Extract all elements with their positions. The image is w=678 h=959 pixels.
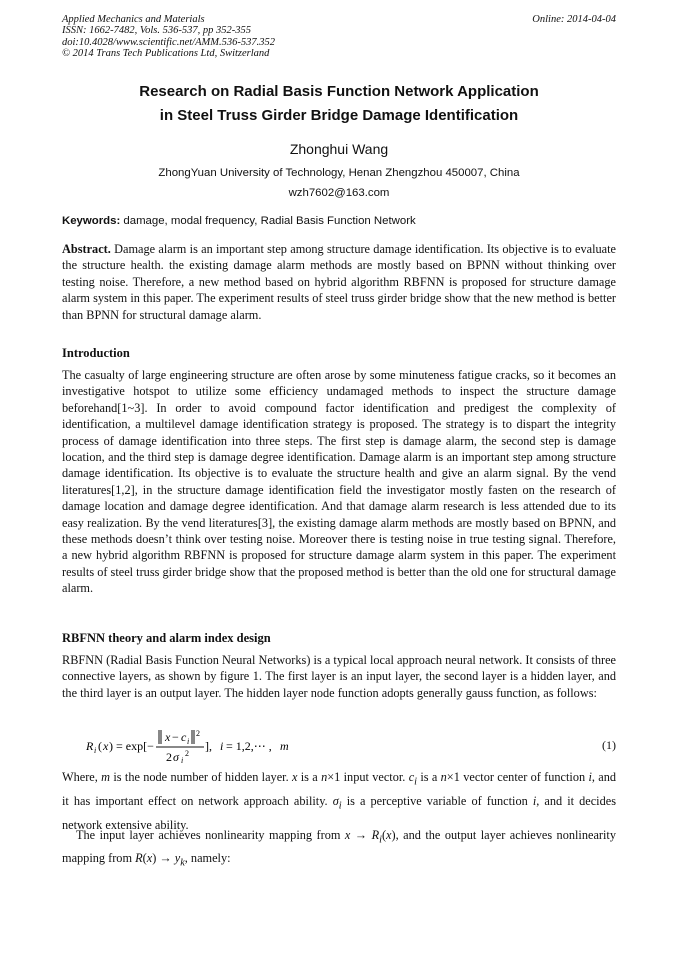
title-line-1: Research on Radial Basis Function Network Application (139, 83, 539, 100)
keywords (62, 213, 616, 229)
affiliation-block (62, 163, 616, 203)
rbfnn-heading: RBFNN theory and alarm index design (62, 631, 271, 645)
symbol-sigma-i: $\sigma_i$ (332, 793, 342, 812)
author-name: Zhonghui Wang (289, 141, 389, 157)
equation-number: (1) (602, 738, 616, 752)
svg-text:2: 2 (185, 749, 189, 758)
keywords-text: damage, modal frequency, Radial Basis Function Network (120, 215, 416, 227)
where-text-1: Where, (62, 770, 98, 784)
mapping-x-to-r: x (344, 828, 351, 842)
where-text-6: vector center of function (459, 770, 589, 784)
symbol-m: m (101, 770, 111, 784)
svg-text:i: i (220, 739, 224, 753)
introduction-paragraph: The casualty of large engineering structure are often arose by some minuteness fatigue cracks, so it becomes an investigative hotspot to utilize some efficiency undamaged methods to inspect the structure damage beforehand[1~3]. In order to avoid compound factor identification and predigest the complexity of identification, a multilevel damage identification strategy is proposed. The strategy is to dispart the integrity process of damage identification into three steps. The first step is damage alarm, the second step is damage location, and the third step is damage degree identification. Damage alarm is an important step among structure damage identification. Its objective is to evaluate the structure health and give an alarm signal. By the vend literatures[1,2], in the structure damage identification field the investigator mostly fasten on the research of damage location and damage degree identification. And that damage alarm research is less attended due to its easy realization. By the vend literatures[3], the existing damage alarm methods are mostly based on BPNN, and these methods doesn’t think over testing noise. Moreover there is testing noise in true testing signal. Therefore, a new hybrid algorithm RBFNN is proposed for structure damage alarm system in this paper. The experiment results of steel truss girder bridge show that the proposed method is better than the old one for structural damage alarm. (62, 368, 616, 596)
gauss-function-formula (86, 728, 326, 766)
svg-text:i: i (181, 756, 184, 765)
where-text-5: is a (417, 770, 441, 784)
symbol-n-by-1: n (321, 770, 328, 784)
title-line-2: in Steel Truss Girder Bridge Damage Identification (159, 107, 519, 124)
issn: ISSN: 1662-7482, Vols. 536-537, pp 352-355 (62, 25, 251, 37)
svg-text:x: x (165, 730, 171, 744)
rbfnn-paragraph: RBFNN (Radial Basis Function Neural Networks) is a typical local approach neural network. It consists of three connective layers, as shown by figure 1. The first layer is an input layer, the second layer is a hidden layer, and the third layer is an output layer. The hidden layer node function adopts generally gauss function, as follows: (62, 653, 616, 700)
svg-text:],: ], (205, 739, 212, 753)
symbol-i: i (588, 770, 592, 784)
symbol-x: x (291, 770, 298, 784)
svg-text:σ: σ (173, 750, 179, 764)
svg-text:i: i (187, 737, 190, 746)
paper-title (62, 80, 616, 128)
copyright: © 2014 Trans Tech Publications Ltd, Switzerland (62, 48, 270, 60)
equation-1 (86, 728, 616, 764)
keywords-label: Keywords: (62, 215, 121, 227)
svg-text:c: c (181, 730, 187, 744)
svg-text:m: m (280, 739, 289, 753)
mapping-paragraph: The input layer achieves nonlinearity mapping from $x \to R_i(x)$, and the output layer achieves nonlinearity mapping from $R(x) \to y_k$, namely: (62, 828, 616, 869)
svg-text:= 1,2,⋯ ,: = 1,2,⋯ , (226, 739, 272, 753)
svg-text:x: x (103, 739, 109, 753)
where-text-7: , and it has important effect on network approach ability. (62, 770, 617, 808)
where-text-4: input vector. (340, 770, 409, 784)
abstract (62, 241, 616, 323)
online-date: Online: 2014-04-04 (532, 14, 616, 25)
where-text-9: , and it decides network extensive ability. (62, 793, 616, 832)
symbol-n-by-1-b: n (440, 770, 447, 784)
where-paragraph: Where, m is the node number of hidden layer. x is a n×1 input vector. $c_i$ is a n×1 vector center of function i, and it has important effect on network approach ability. $\sigma_i$ is a perceptive variable of function i, and it decides network extensive ability. (62, 770, 617, 832)
abstract-text: Damage alarm is an important step among structure damage identification. Its objective is to evaluate the structure health. the existing damage alarm methods are mostly based on BPNN without thinking over testing noise. Therefore, a new method based on hybrid algorithm RBFNN is proposed for structure damage alarm system in this paper. The experiment results of steel truss girder bridge show that the new method is better than BPNN for structural damage alarm. (62, 242, 616, 322)
symbol-ci: $c_i$ (408, 770, 418, 788)
svg-text:2: 2 (166, 750, 172, 764)
symbol-i-b: i (532, 793, 537, 808)
svg-text:i: i (94, 746, 97, 755)
where-text-3: is a (297, 770, 322, 784)
journal-name: Applied Mechanics and Materials (62, 14, 205, 25)
svg-text:−: − (172, 730, 179, 744)
where-text-2: is the node number of hidden layer. (110, 770, 292, 784)
affiliation: ZhongYuan University of Technology, Henan Zhengzhou 450007, China (158, 167, 520, 179)
where-text-8: is a perceptive variable of function (341, 793, 533, 808)
abstract-label: Abstract. (62, 242, 111, 256)
journal-header (62, 14, 616, 60)
mapping-r-to-y: R (135, 851, 143, 866)
email: wzh7602@163.com (288, 187, 390, 199)
svg-text:2: 2 (196, 729, 200, 738)
svg-text:) = exp[−: ) = exp[− (109, 739, 154, 753)
input-text-2: , and the output layer achieves nonlinearity mapping from (62, 828, 616, 866)
introduction-heading: Introduction (62, 346, 130, 360)
doi: doi:10.4028/www.scientific.net/AMM.536-537.352 (62, 36, 275, 48)
input-text-3: , namely: (184, 851, 231, 866)
svg-text:(: ( (98, 739, 102, 753)
input-text-1: The input layer achieves nonlinearity mapping from (76, 828, 345, 842)
svg-text:R: R (86, 739, 94, 753)
